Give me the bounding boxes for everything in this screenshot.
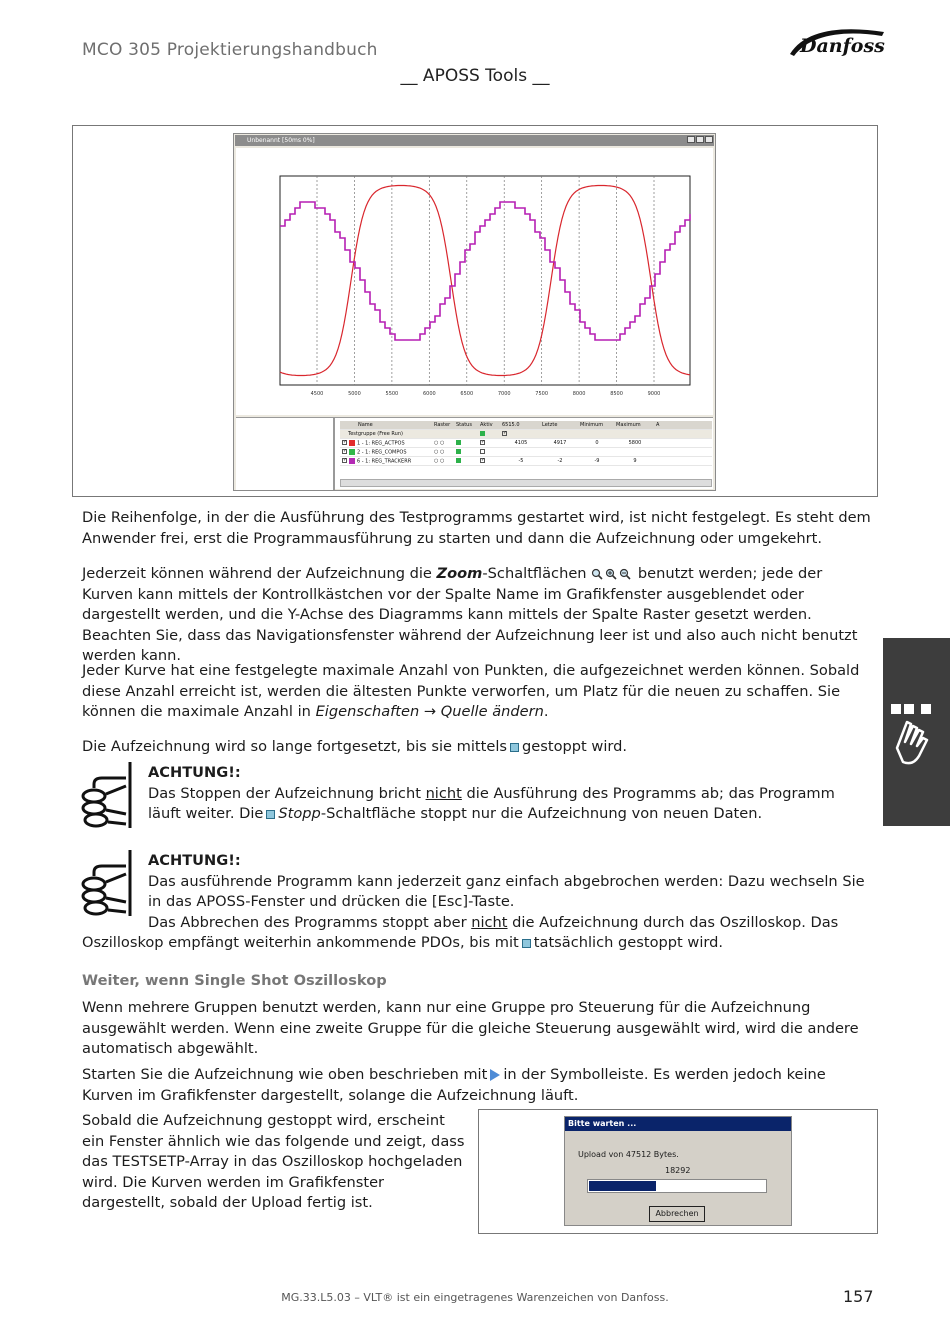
- chapter-tab: [883, 638, 950, 826]
- row-min: -9: [594, 458, 600, 464]
- graph-area[interactable]: [236, 148, 713, 415]
- lower-pane: [236, 417, 713, 489]
- col-name[interactable]: Name: [358, 422, 373, 428]
- navigation-window: [236, 418, 335, 490]
- paragraph-start: Starten Sie die Aufzeichnung wie oben beschrieben mit in der Symbolleiste. Es werden jedoch keine Kurven im Grafikfenster dargestellt, solange die Aufzeichnung läuft.: [82, 1066, 826, 1104]
- stop-icon: [522, 939, 531, 948]
- row-value: 4105: [514, 440, 528, 446]
- minimize-button[interactable]: [687, 136, 695, 143]
- row-letzte: -2: [557, 458, 563, 464]
- upload-progress-bar: [587, 1179, 767, 1193]
- progress-fill: [589, 1181, 656, 1191]
- stop-icon: [510, 743, 519, 752]
- x-tick-label: 7000: [497, 391, 511, 397]
- document-title: MCO 305 Projektierungshandbuch: [82, 40, 378, 60]
- paragraph-upload: Sobald die Aufzeichnung gestoppt wird, erscheint ein Fenster ähnlich wie das folgende und zeigt, dass das TESTSETP-Array in das Oszilloskop hochgeladen wird. Die Kurven werden im Grafikfenster dargestellt, sobald der Upload fertig ist.: [82, 1112, 465, 1211]
- oscilloscope-plot: [236, 148, 713, 415]
- table-row[interactable]: ✓ 6 - 1: REG_TRACKERR ○ ○ ✓ -5 -2 -9 9: [340, 457, 712, 466]
- note-title: ACHTUNG!:: [148, 764, 241, 781]
- row-name: 1 - 1: REG_ACTPOS: [357, 440, 405, 447]
- row-max: 5800: [628, 440, 642, 446]
- row-min: 0: [595, 440, 599, 446]
- col-a[interactable]: A: [656, 422, 660, 428]
- warning-hand-icon: [80, 760, 136, 830]
- subheading-single-shot: Weiter, wenn Single Shot Oszilloskop: [82, 972, 387, 989]
- zoom-keyword: Zoom: [436, 565, 483, 582]
- horizontal-scrollbar[interactable]: [340, 479, 712, 487]
- stop-icon: [266, 810, 275, 819]
- group-name: Testgruppe (Free Run): [348, 431, 403, 437]
- row-name: 6 - 1: REG_TRACKERR: [357, 458, 412, 465]
- col-letzte[interactable]: Letzte: [542, 422, 558, 428]
- window-title: Unbenannt [50ms 0%]: [235, 135, 714, 146]
- x-tick-label: 7500: [535, 391, 549, 397]
- paragraph-order: Die Reihenfolge, in der die Ausführung des Testprogramms gestartet wird, ist nicht festgelegt. Es steht dem Anwender frei, erst die Programmausführung zu starten und dann die Aufzeichnung oder umgekehrt.: [82, 509, 871, 547]
- color-swatch: [349, 449, 355, 455]
- oscilloscope-figure: [72, 125, 878, 497]
- col-status[interactable]: Status: [456, 422, 472, 428]
- row-value: -5: [518, 458, 524, 464]
- paragraph-max-points: Jeder Kurve hat eine festgelegte maximale Anzahl von Punkten, die aufgezeichnet werden können. Sobald diese Anzahl erreicht ist, werden die ältesten Punkte verworfen, um Platz für die neuen zu schaffen. Sie können die maximale Anzahl in Eigenschaften → Quelle ändern.: [82, 662, 860, 720]
- row-visible-checkbox[interactable]: ✓: [343, 448, 348, 455]
- x-tick-label: 6500: [460, 391, 474, 397]
- x-tick-label: 4500: [310, 391, 324, 397]
- maximize-button[interactable]: [696, 136, 704, 143]
- cancel-button[interactable]: Abbrechen: [649, 1206, 705, 1222]
- x-tick-label: 5500: [385, 391, 399, 397]
- zoom-box-icon: [605, 568, 617, 580]
- dialog-title: Bitte warten ...: [565, 1117, 791, 1131]
- x-tick-label: 8500: [610, 391, 623, 397]
- table-row[interactable]: ✓ 2 - 1: REG_COMPOS ○ ○: [340, 448, 712, 457]
- section-title: __ APOSS Tools __: [400, 66, 550, 86]
- color-swatch: [349, 458, 355, 464]
- zoom-out-icon: [619, 568, 631, 580]
- col-raster[interactable]: Raster: [434, 422, 451, 428]
- col-6515[interactable]: 6515.0: [502, 422, 520, 428]
- danfoss-logo: [786, 24, 890, 62]
- row-name: 2 - 1: REG_COMPOS: [357, 449, 407, 456]
- row-visible-checkbox[interactable]: ✓: [343, 439, 348, 446]
- table-row-group[interactable]: Testgruppe (Free Run) ✓: [340, 430, 712, 439]
- x-tick-label: 5000: [348, 391, 361, 397]
- row-max: 9: [633, 458, 637, 464]
- row-letzte: 4917: [553, 440, 567, 446]
- close-button[interactable]: [705, 136, 713, 143]
- dialog-message: Upload von 47512 Bytes.: [578, 1150, 679, 1159]
- col-aktiv[interactable]: Aktiv: [480, 422, 493, 428]
- plot-frame: [280, 176, 690, 385]
- paragraph-stop: Die Aufzeichnung wird so lange fortgesetzt, bis sie mittels gestoppt wird.: [82, 738, 628, 755]
- zoom-in-icon: [591, 568, 603, 580]
- col-minimum[interactable]: Minimum: [580, 422, 604, 428]
- x-tick-label: 6000: [422, 391, 436, 397]
- note-stop-recording: ACHTUNG!: Das Stoppen der Aufzeichnung bricht nicht die Ausführung des Programms ab; das Programm läuft weiter. Die Stopp-Schaltfläche stoppt nur die Aufzeichnung von neuen Daten.: [148, 763, 872, 825]
- paragraph-groups: Wenn mehrere Gruppen benutzt werden, kann nur eine Gruppe pro Steuerung für die Aufzeichnung ausgewählt werden. Wenn eine zweite Gruppe für die gleiche Steuerung ausgewählt wird, wird die andere automatisch abgewählt.: [82, 999, 859, 1057]
- paragraph-zoom: Jederzeit können während der Aufzeichnung die Zoom-Schaltflächen benutzt werden; jede der Kurven kann mittels der Kontrollkästchen vor der Spalte Name im Grafikfenster ausgeblendet oder dargestellt werden, und die Y-Achse des Diagramms kann mittels der Spalte Raster gesetzt werden. Beachten Sie, dass das Navigationsfenster während der Aufzeichnung leer ist und also auch nicht benutzt werden kann.: [82, 565, 858, 664]
- table-header: [340, 421, 712, 430]
- page-number: 157: [843, 1287, 874, 1306]
- svg-text:Danfoss: Danfoss: [800, 35, 885, 57]
- upload-dialog-figure: [478, 1109, 878, 1234]
- note-title: ACHTUNG!:: [148, 852, 241, 869]
- footer-text: MG.33.L5.03 – VLT® ist ein eingetragenes Warenzeichen von Danfoss.: [281, 1291, 669, 1304]
- color-swatch: [349, 440, 355, 446]
- dialog-progress-value: 18292: [665, 1166, 691, 1175]
- channel-table: [340, 421, 712, 466]
- hand-pointer-icon: [883, 638, 950, 826]
- upload-dialog: [564, 1116, 792, 1226]
- oscilloscope-window: [233, 133, 716, 491]
- x-tick-label: 8000: [572, 391, 586, 397]
- note-abort-continued: Oszilloskop empfängt weiterhin ankommende PDOs, bis mit tatsächlich gestoppt wird.: [82, 934, 724, 951]
- table-row[interactable]: ✓ 1 - 1: REG_ACTPOS ○ ○ ✓ 4105 4917 0 5800: [340, 439, 712, 448]
- col-maximum[interactable]: Maximum: [616, 422, 641, 428]
- row-visible-checkbox[interactable]: ✓: [343, 457, 348, 464]
- play-icon: [490, 1069, 500, 1081]
- note-abort-program: ACHTUNG!: Das ausführende Programm kann jederzeit ganz einfach abgebrochen werden: Dazu wechseln Sie in das APOSS-Fenster und drücken die [Esc]-Taste. Das Abbrechen des Programms stoppt aber nicht die Aufzeichnung durch das Oszilloskop. Das: [148, 851, 872, 933]
- x-tick-label: 9000: [647, 391, 661, 397]
- warning-hand-icon: [80, 848, 136, 918]
